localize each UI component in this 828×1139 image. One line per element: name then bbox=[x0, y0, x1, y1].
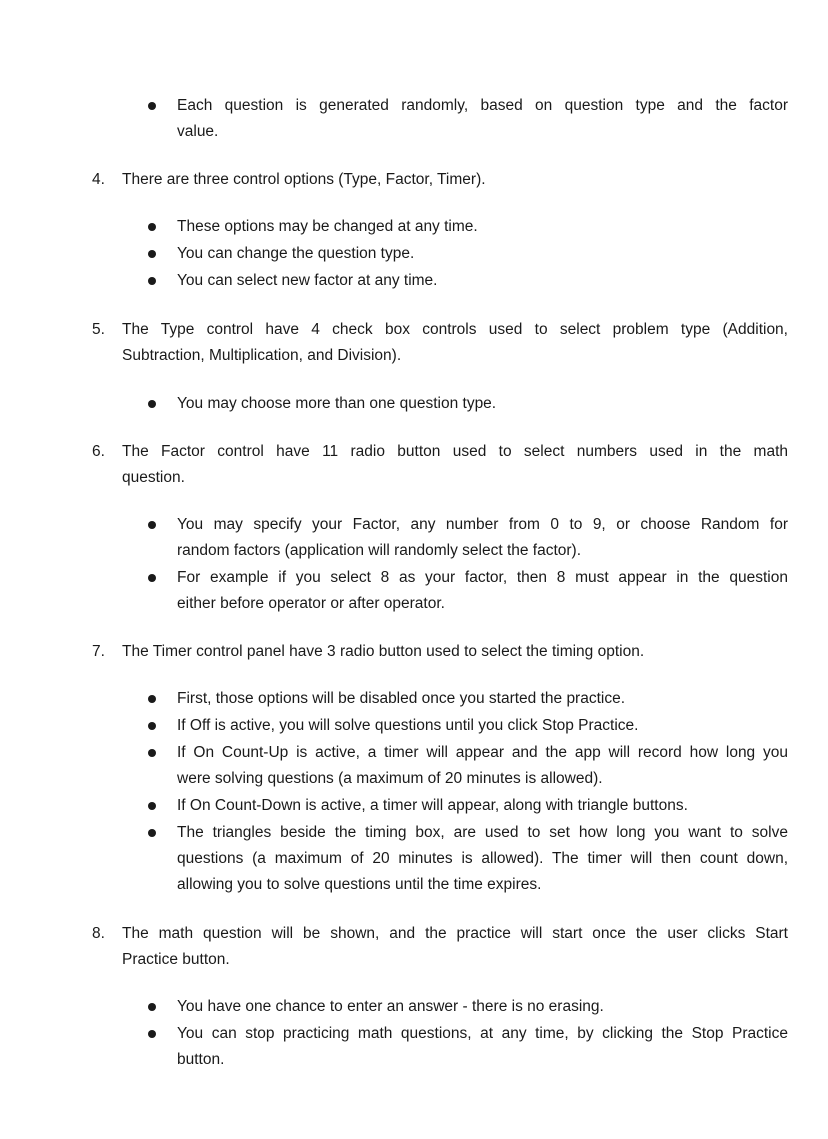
item7-bullet5-line3: allowing you to solve questions until the time expires. bbox=[177, 876, 542, 893]
item7-bullet3-line2: were solving questions (a maximum of 20 minutes is allowed). bbox=[177, 770, 603, 787]
list-number-6: 6. bbox=[92, 443, 105, 460]
item5-line2: Subtraction, Multiplication, and Division). bbox=[122, 347, 402, 364]
list-number-4: 4. bbox=[92, 171, 105, 188]
item8-line2: Practice button. bbox=[122, 951, 230, 968]
bullet-dot bbox=[148, 829, 156, 837]
item7-bullet5-line1: The triangles beside the timing box, are used to set how long you want to solve bbox=[177, 824, 788, 841]
item7-bullet5-line2: questions (a maximum of 20 minutes is allowed). The timer will then count down, bbox=[177, 850, 788, 867]
bullet-dot bbox=[148, 749, 156, 757]
item7-bullet-1: First, those options will be disabled once you started the practice. bbox=[177, 690, 626, 707]
item6-bullet1-line1: You may specify your Factor, any number from 0 to 9, or choose Random for bbox=[177, 516, 788, 533]
intro-bullet-line2: value. bbox=[177, 123, 219, 140]
bullet-dot bbox=[148, 802, 156, 810]
item5-line1: The Type control have 4 check box controls used to select problem type (Addition, bbox=[122, 321, 788, 338]
item8-line1: The math question will be shown, and the practice will start once the user clicks Start bbox=[122, 925, 788, 942]
bullet-dot bbox=[148, 400, 156, 408]
item6-bullet1-line2: random factors (application will randomly select the factor). bbox=[177, 542, 582, 559]
bullet-dot bbox=[148, 574, 156, 582]
bullet-dot bbox=[148, 695, 156, 703]
item6-bullet2-line1: For example if you select 8 as your factor, then 8 must appear in the question bbox=[177, 569, 788, 586]
item8-bullet2-line1: You can stop practicing math questions, at any time, by clicking the Stop Practice bbox=[177, 1025, 788, 1042]
item5-bullet-1: You may choose more than one question type. bbox=[177, 395, 497, 412]
item6-line1: The Factor control have 11 radio button used to select numbers used in the math bbox=[122, 443, 788, 460]
bullet-dot bbox=[148, 521, 156, 529]
item7-bullet-2: If Off is active, you will solve questions until you click Stop Practice. bbox=[177, 717, 639, 734]
item7-bullet3-line1: If On Count-Up is active, a timer will appear and the app will record how long you bbox=[177, 744, 788, 761]
bullet-dot bbox=[148, 722, 156, 730]
item6-bullet2-line2: either before operator or after operator. bbox=[177, 595, 445, 612]
item7-text: The Timer control panel have 3 radio button used to select the timing option. bbox=[122, 643, 645, 660]
item4-text: There are three control options (Type, Factor, Timer). bbox=[122, 171, 486, 188]
bullet-dot bbox=[148, 250, 156, 258]
bullet-dot bbox=[148, 1003, 156, 1011]
item7-bullet-4: If On Count-Down is active, a timer will appear, along with triangle buttons. bbox=[177, 797, 688, 814]
list-number-8: 8. bbox=[92, 925, 105, 942]
item8-bullet-1: You have one chance to enter an answer - there is no erasing. bbox=[177, 998, 604, 1015]
bullet-dot bbox=[148, 102, 156, 110]
item4-bullet-1: These options may be changed at any time. bbox=[177, 218, 478, 235]
intro-bullet-line1: Each question is generated randomly, based on question type and the factor bbox=[177, 97, 788, 114]
list-number-5: 5. bbox=[92, 321, 105, 338]
bullet-dot bbox=[148, 277, 156, 285]
bullet-dot bbox=[148, 1030, 156, 1038]
list-number-7: 7. bbox=[92, 643, 105, 660]
item6-line2: question. bbox=[122, 469, 185, 486]
bullet-dot bbox=[148, 223, 156, 231]
item4-bullet-2: You can change the question type. bbox=[177, 245, 415, 262]
item4-bullet-3: You can select new factor at any time. bbox=[177, 272, 438, 289]
item8-bullet2-line2: button. bbox=[177, 1051, 225, 1068]
